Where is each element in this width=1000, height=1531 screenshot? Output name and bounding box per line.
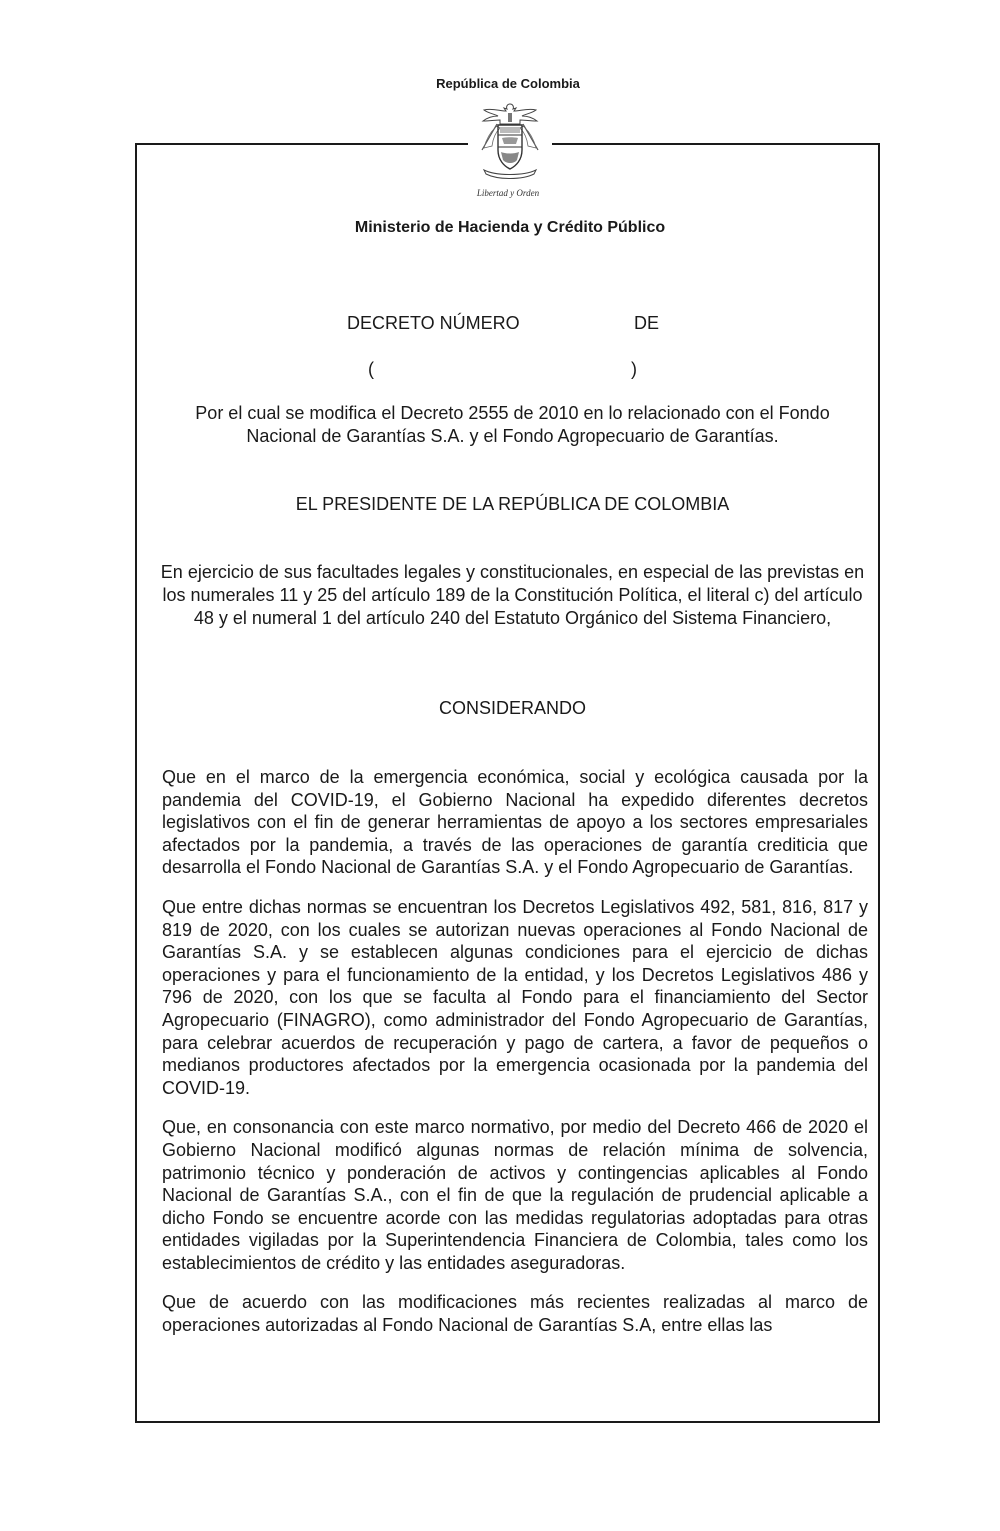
consideration-paragraph: Que, en consonancia con este marco normativo, por medio del Decreto 466 de 2020 el Gobierno Nacional modificó algunas normas de relación mínima de solvencia, patrimonio técnico y ponderación de activos y contingencias aplicables al Fondo Nacional de Garantías S.A., con el fin de que la regulación de prudencial aplicable a dicho Fondo se encuentre acorde con las medidas regulatorias adoptadas para otras entidades vigiladas por la Superintendencia Financiera de Colombia, tales como los establecimientos de crédito y las entidades aseguradoras.: [162, 1117, 868, 1273]
motto: Libertad y Orden: [476, 188, 540, 198]
considerations-body: [162, 766, 868, 1337]
considering-heading: CONSIDERANDO: [438, 698, 586, 718]
consideration-paragraph: Que en el marco de la emergencia económica, social y ecológica causada por la pandemia del COVID-19, el Gobierno Nacional ha expedido diferentes decretos legislativos con el fin de generar herramientas de apoyo a los sectores empresariales afectados por la pandemia, a través de las operaciones de garantía crediticia que desarrolla el Fondo Nacional de Garantías S.A. y el Fondo Agropecuario de Garantías.: [162, 767, 868, 878]
decree-number-label: DECRETO NÚMERO: [347, 313, 520, 333]
paren-open: (: [368, 359, 374, 379]
decree-de-label: DE: [634, 313, 660, 333]
country-name: República de Colombia: [436, 76, 580, 91]
decree-subject: Por el cual se modifica el Decreto 2555 de 2010 en lo relacionado con el Fondo Nacional de Garantías S.A. y el Fondo Agropecuario de Garantías.: [195, 403, 830, 446]
issuer-heading: EL PRESIDENTE DE LA REPÚBLICA DE COLOMBIA: [295, 494, 730, 514]
ministry-name: Ministerio de Hacienda y Crédito Público: [354, 219, 666, 236]
consideration-paragraph: Que entre dichas normas se encuentran los Decretos Legislativos 492, 581, 816, 817 y 819 de 2020, con los cuales se autorizan nuevas operaciones al Fondo Nacional de Garantías S.A. y se establecen algunas condiciones para el ejercicio de dichas operaciones y para el funcionamiento de la entidad, y los Decretos Legislativos 486 y 796 de 2020, con los que se faculta al Fondo para el financiamiento del Sector Agropecuario (FINAGRO), como administrador del Fondo Agropecuario de Garantías, para celebrar acuerdos de recuperación y pago de cartera, a favor de pequeños o medianos productores afectados por la emergencia ocasionada por la pandemia del COVID-19.: [162, 896, 868, 1098]
consideration-paragraph: Que de acuerdo con las modificaciones más recientes realizadas al marco de operaciones autorizadas al Fondo Nacional de Garantías S.A, entre ellas las: [162, 1292, 868, 1336]
coat-of-arms-icon: [470, 100, 550, 182]
legal-basis: En ejercicio de sus facultades legales y constitucionales, en especial de las previstas en los numerales 11 y 25 del artículo 189 de la Constitución Política, el literal c) del artículo 48 y el numeral 1 del artículo 240 del Estatuto Orgánico del Sistema Financiero,: [160, 562, 865, 628]
paren-close: ): [631, 359, 637, 379]
